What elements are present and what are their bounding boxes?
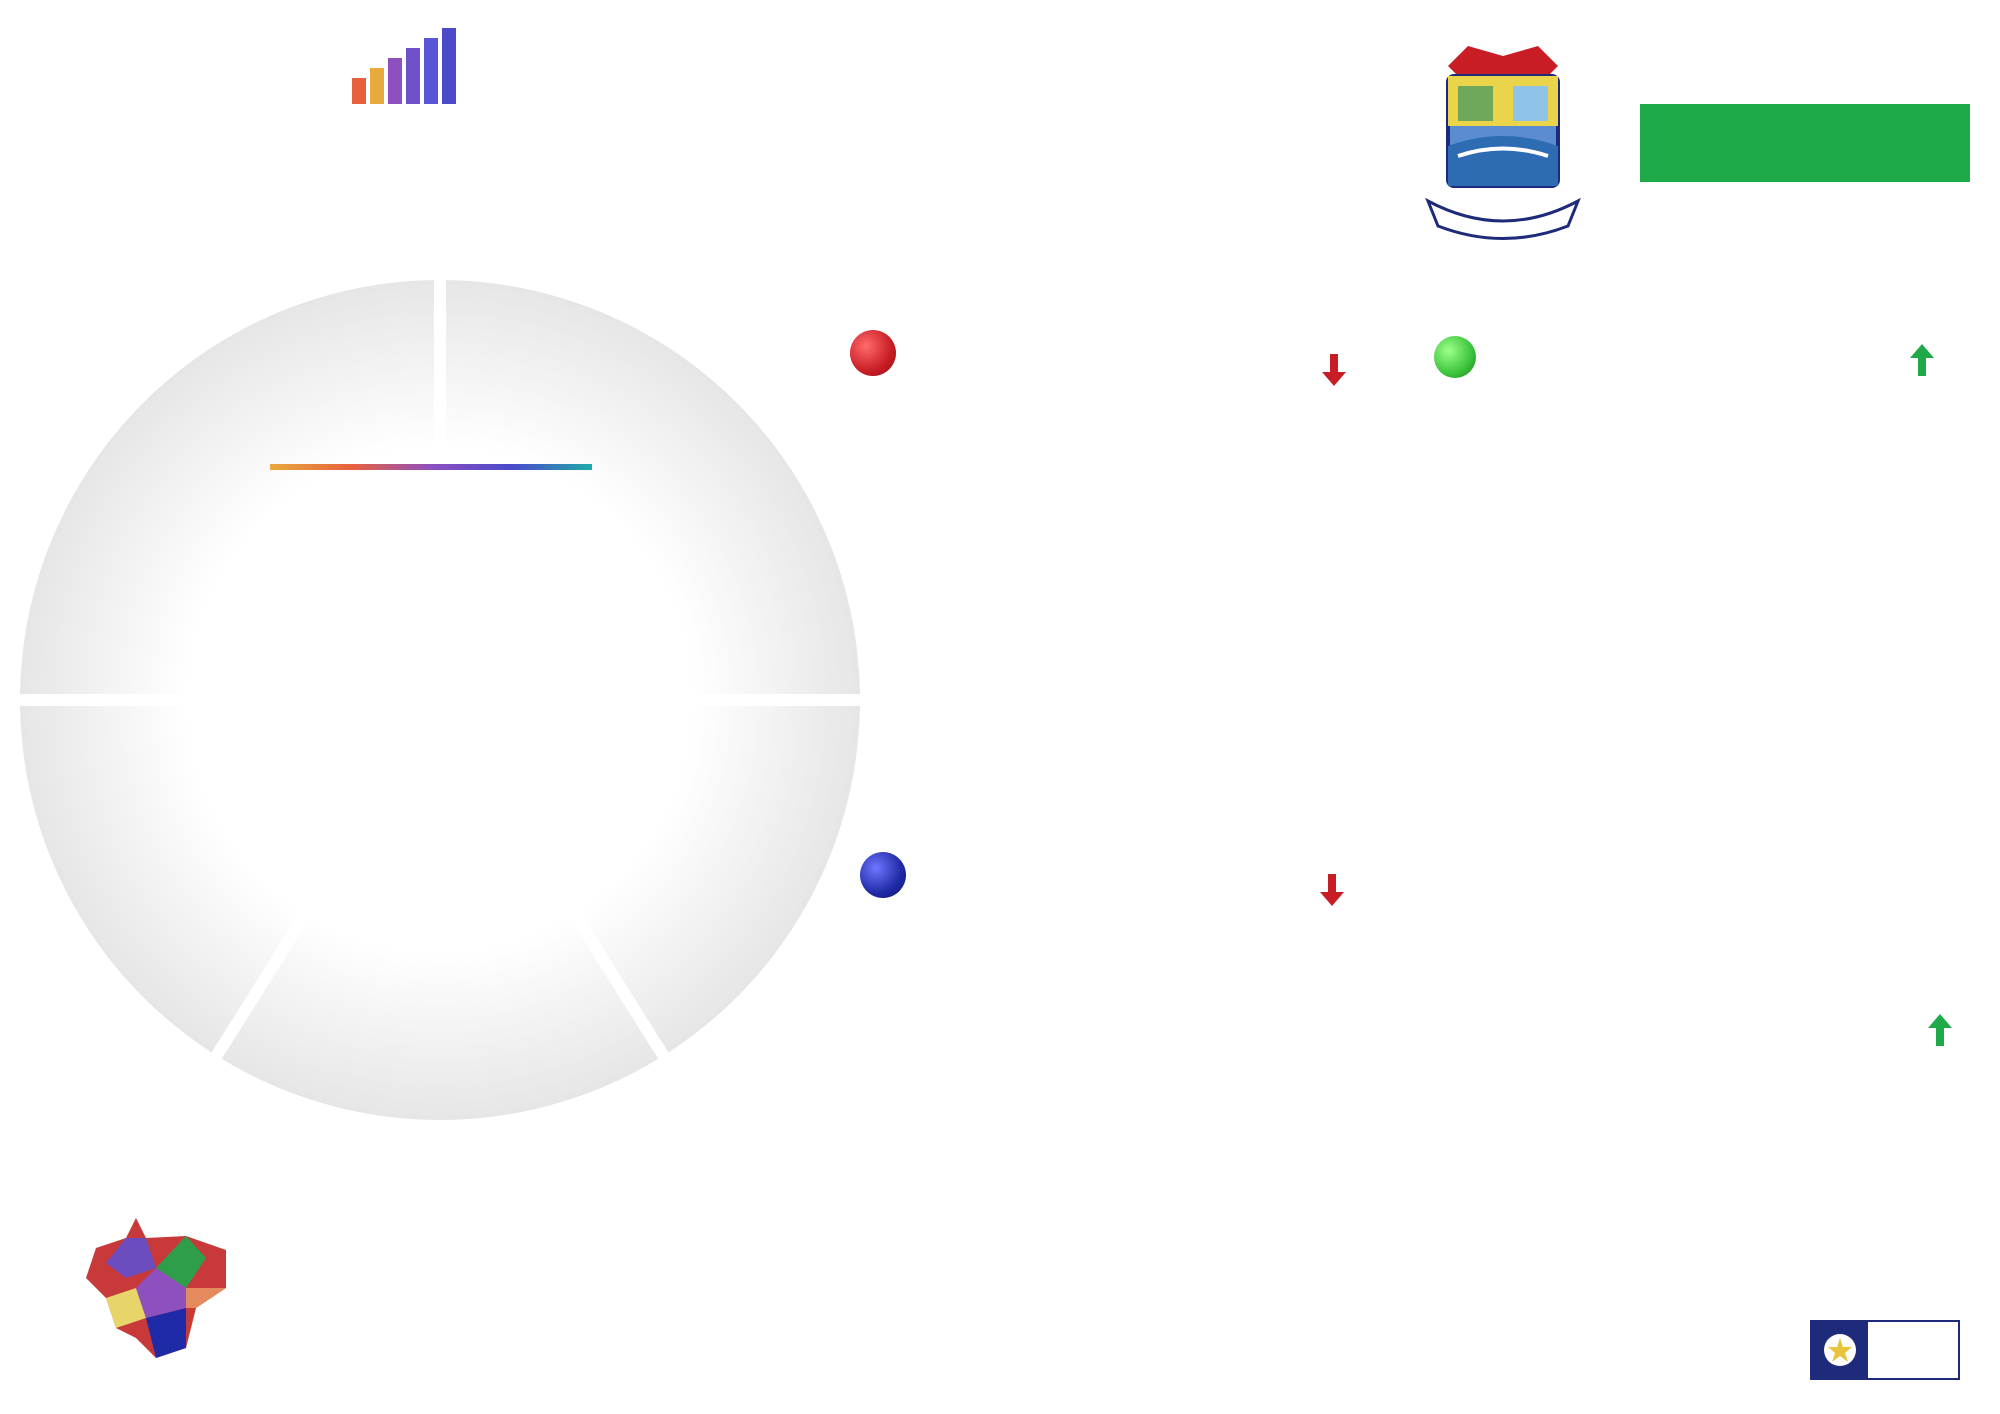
wheel-center bbox=[344, 604, 536, 796]
educacao-status-dot bbox=[860, 852, 906, 898]
government-text bbox=[1868, 1322, 1876, 1378]
economica-status-dot bbox=[850, 330, 896, 376]
color-gradient-bar bbox=[270, 464, 592, 470]
mato-grosso-map-icon bbox=[76, 1208, 236, 1368]
up-arrow-icon bbox=[1928, 1014, 1952, 1046]
down-arrow-icon bbox=[1322, 354, 1346, 386]
up-arrow-icon bbox=[1910, 344, 1934, 376]
city-crest-icon bbox=[1418, 36, 1588, 246]
development-wheel bbox=[0, 270, 860, 1130]
government-logo bbox=[1810, 1320, 1960, 1380]
down-arrow-icon bbox=[1320, 874, 1344, 906]
bar-chart-logo-icon bbox=[352, 28, 458, 104]
saude-status-dot bbox=[1434, 336, 1476, 378]
state-flag-icon bbox=[1812, 1322, 1868, 1378]
qr-code-icon[interactable] bbox=[414, 1176, 532, 1294]
classification-badge bbox=[1640, 104, 1970, 182]
